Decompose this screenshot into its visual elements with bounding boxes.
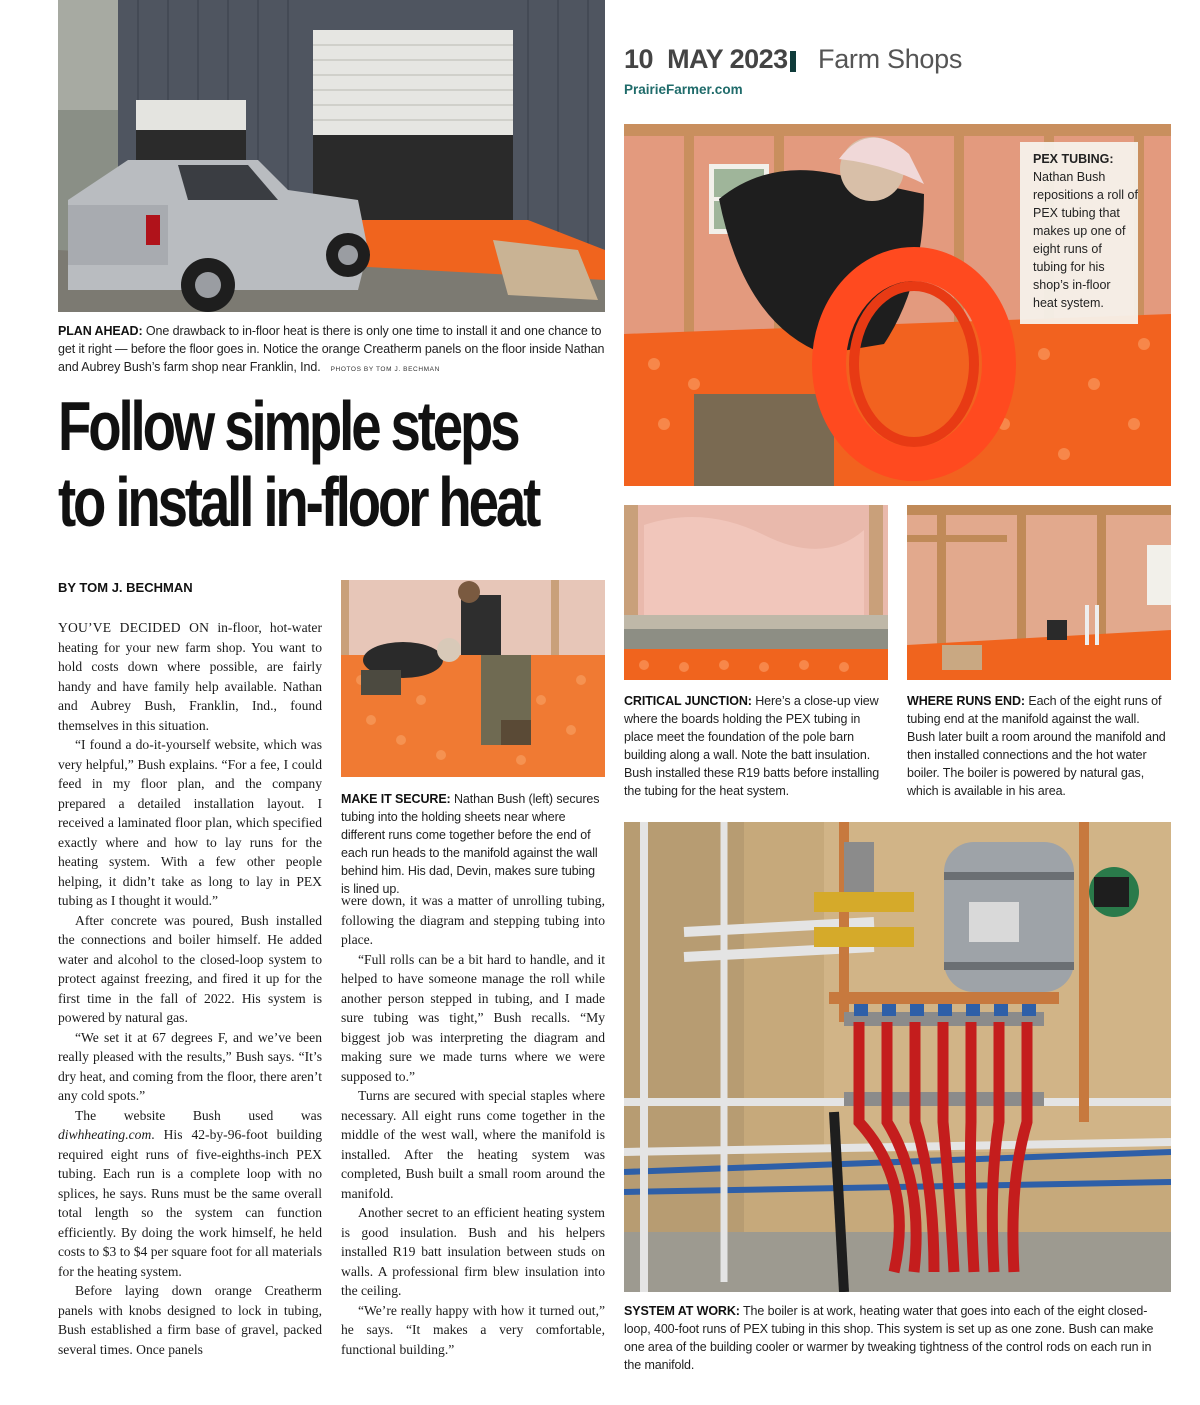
article-paragraph: “Full rolls can be a bit hard to handle, and it helped to have someone manage the roll while another person stepped in tubing, and I made sure tubing was tight,” Bush recalls. “My biggest job was interpreting the diagram and making sure we made turns where we were supposed to.” — [341, 951, 605, 1084]
article-paragraph: were down, it was a matter of unrolling tubing, following the diagram and stepping tubing into place. — [341, 893, 605, 947]
headline — [58, 387, 539, 541]
headline-line-1: Follow simple steps — [58, 387, 518, 465]
caption-text: One drawback to in-floor heat is there is only one time to install it and one chance to get it right — before the floor goes in. Notice the orange Creatherm panels on the floor inside Nathan and Aubrey Bush’s farm shop near Franklin, Ind. — [58, 324, 605, 374]
article-column-2 — [341, 891, 605, 1359]
photo-critical-junction — [624, 505, 888, 680]
photo-where-runs-end — [907, 505, 1171, 680]
photo-system-at-work — [624, 822, 1171, 1292]
caption-where-runs-end — [907, 692, 1171, 800]
caption-system-at-work — [624, 1302, 1171, 1374]
callout-label: PEX TUBING: — [1033, 152, 1114, 166]
caption-label: WHERE RUNS END: — [907, 694, 1025, 708]
article-column-1 — [58, 618, 322, 1359]
caption-label: MAKE IT SECURE: — [341, 792, 451, 806]
article-paragraph: “We’re really happy with how it turned out,” he says. “It makes a very comfortable, functional building.” — [341, 1302, 605, 1357]
article-paragraph: YOU’VE DECIDED ON in-floor, hot-water heating for your new farm shop. You want to hold costs down where possible, are fairly handy and have family help available. Nathan and Aubrey Bush, Franklin, Ind., found themselves in this situation. — [58, 620, 322, 733]
section-title: Farm Shops — [818, 44, 963, 74]
callout-text: Nathan Bush repositions a roll of PEX tubing that makes up one of eight runs of tubing for his shop’s in-floor heat system. — [1033, 170, 1138, 310]
caption-text: Here’s a close-up view where the boards holding the PEX tubing in place meet the foundation of the pole barn building along a wall. Note the batt insulation. Bush installed these R19 batts before installing the tubing for the heat system. — [624, 694, 880, 798]
callout-pex-tubing — [1020, 142, 1138, 324]
article-paragraph: Before laying down orange Creatherm panels with knobs designed to lock in tubing, Bush established a firm base of gravel, packed several times. Once panels — [58, 1283, 322, 1357]
page-number: 10 — [624, 44, 654, 74]
article-paragraph: After concrete was poured, Bush installed the connections and boiler himself. He added water and alcohol to the closed-loop system to protect against freezing, and fired it up for the first time in the fall of 2022. His system is powered by natural gas. — [58, 912, 322, 1025]
photo-make-it-secure — [341, 580, 605, 777]
caption-make-it-secure — [341, 790, 605, 898]
article-paragraph: “I found a do-it-yourself website, which was very helpful,” Bush explains. “For a fee, I could feed in my floor plan, and the company prepared a detailed installation layout. I received a laminated floor plan, which specified exactly where and how to lay runs for the heating system. With a few other people helping, it didn’t take as long to lay in PEX tubing as I thought it would.” — [58, 737, 322, 908]
caption-label: SYSTEM AT WORK: — [624, 1304, 740, 1318]
headline-line-2: to install in-floor heat — [58, 463, 539, 541]
caption-critical-junction — [624, 692, 888, 800]
article-paragraph: “We set it at 67 degrees F, and we’ve been really pleased with the results,” Bush says. “It’s dry heat, and coming from the floor, there aren’t any cold spots.” — [58, 1029, 322, 1103]
issue-date: MAY 2023 — [667, 44, 788, 74]
caption-plan-ahead — [58, 322, 606, 379]
byline: BY TOM J. BECHMAN — [58, 580, 193, 595]
caption-text: Nathan Bush (left) secures tubing into the holding sheets near where different runs come together before the end of each run heads to the manifold against the wall behind him. His dad, Devin, makes sure tubing is lined up. — [341, 792, 600, 896]
article-paragraph: Another secret to an efficient heating system is good insulation. Bush and his helpers installed R19 batt insulation between studs on walls. A professional firm blew insulation into the ceiling. — [341, 1205, 605, 1298]
photo-credit: PHOTOS BY TOM J. BECHMAN — [330, 366, 440, 373]
article-paragraph: Turns are secured with special staples where necessary. All eight runs come together in the middle of the west wall, where the manifold is installed. After the heating system was completed, Bush built a small room around the manifold. — [341, 1088, 605, 1201]
website-reference: diwhheating.com — [58, 1127, 152, 1142]
lead-in: YOU’VE DECIDED ON — [58, 620, 210, 635]
header-divider — [790, 51, 796, 72]
caption-text: Each of the eight runs of tubing end at the manifold against the wall. Bush later built a room around the manifold and then installed connections and the hot water boiler. The boiler is powered by natural gas, which is available in his area. — [907, 694, 1166, 798]
photo-farm-shop — [58, 0, 605, 312]
caption-label: CRITICAL JUNCTION: — [624, 694, 752, 708]
article-paragraph: The website Bush used was diwhheating.com. His 42-by-96-foot building required eight runs of five-eighths-inch PEX tubing. Each run is a complete loop with no splices, he says. Runs must be the same overall total length so the system can function efficiently. By doing the work himself, he held costs to $3 to $4 per square foot for all materials for the heating system. — [58, 1107, 322, 1279]
page-header — [624, 44, 788, 75]
website-link[interactable]: PrairieFarmer.com — [624, 82, 743, 97]
caption-label: PLAN AHEAD: — [58, 324, 143, 338]
caption-text: The boiler is at work, heating water that goes into each of the eight closed-loop, 400-foot runs of PEX tubing in this shop. This system is set up as one zone. Bush can make one area of the building cooler or warmer by tweaking tightness of the control rods on each run in the manifold. — [624, 1304, 1154, 1372]
